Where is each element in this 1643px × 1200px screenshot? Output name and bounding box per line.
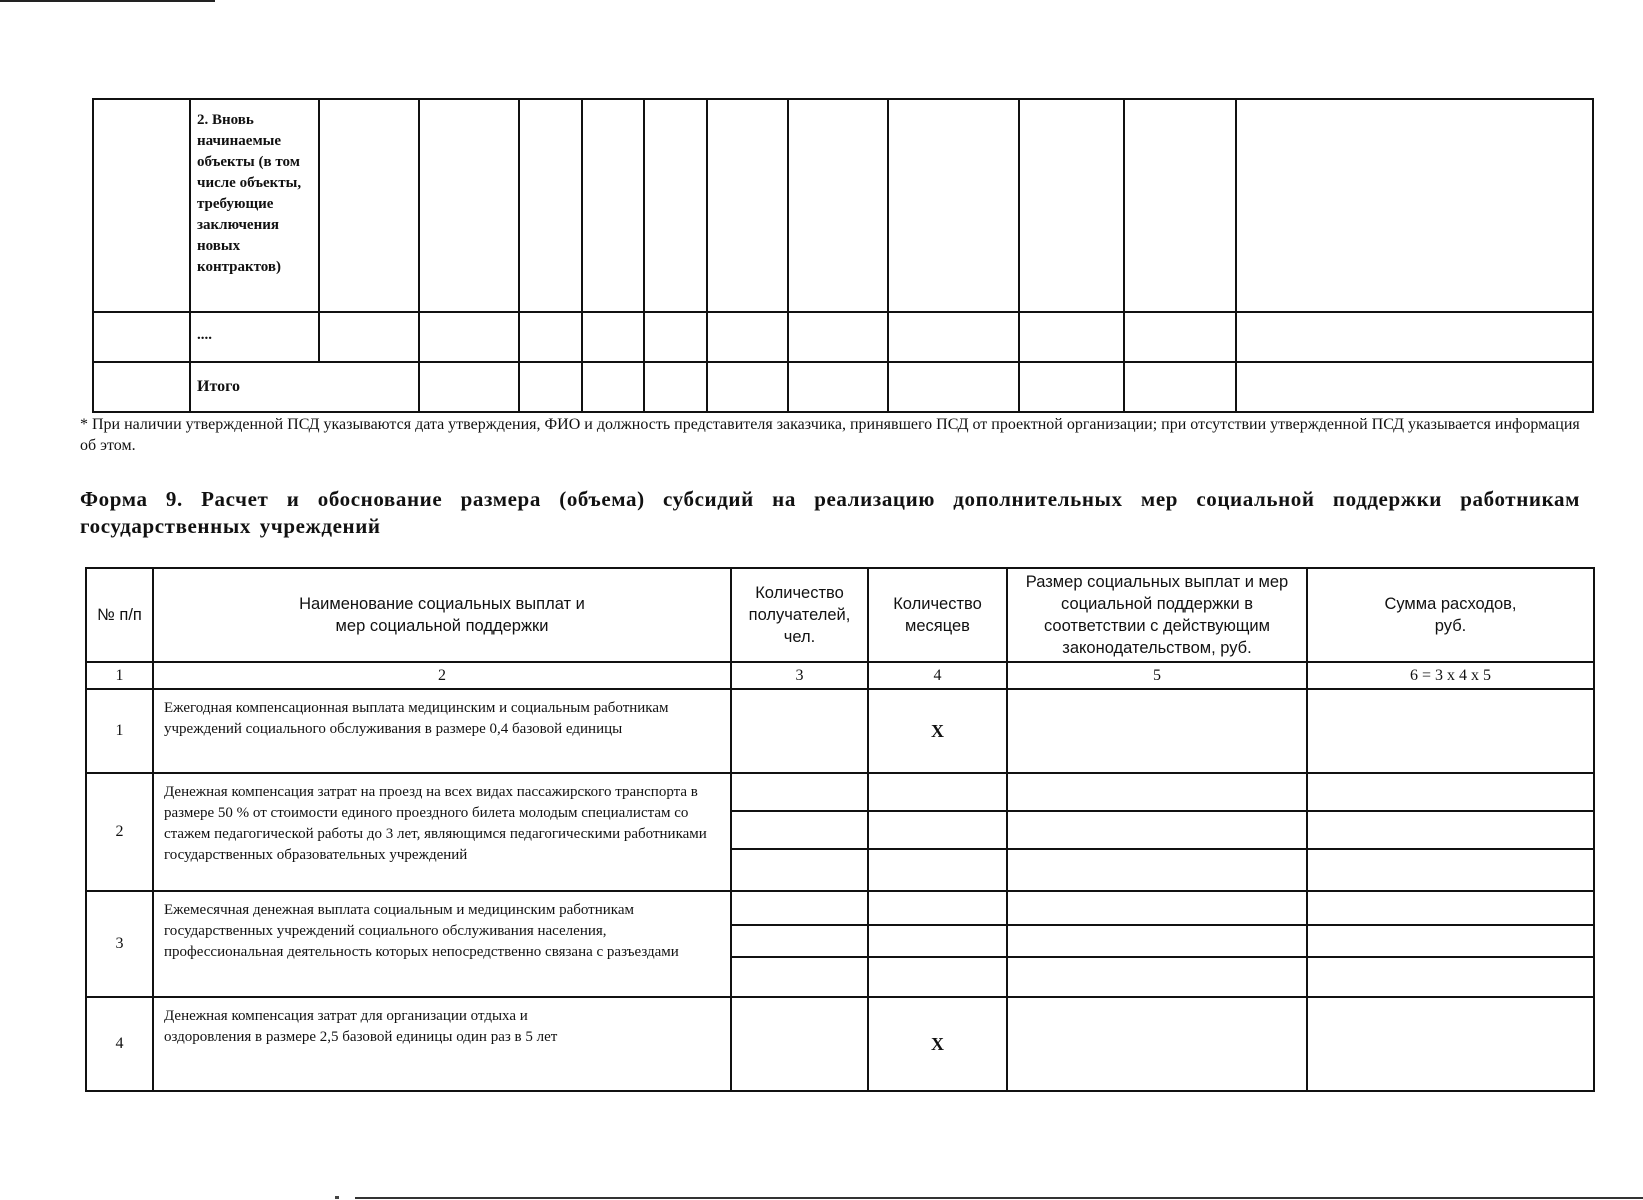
row-label-new-objects: 2. Вновь начинаемые объекты (в том числе объекты, требующие заключения новых контрактов) bbox=[190, 99, 319, 312]
row-number: 4 bbox=[86, 997, 153, 1091]
row-number: 2 bbox=[86, 773, 153, 891]
sum-cell bbox=[1307, 689, 1594, 773]
table-cell bbox=[93, 99, 190, 312]
sum-cell bbox=[1307, 849, 1594, 891]
form9-table bbox=[85, 567, 1595, 1092]
table-cell bbox=[888, 99, 1019, 312]
months-cell bbox=[868, 811, 1007, 849]
table-cell bbox=[1124, 99, 1236, 312]
table-row bbox=[86, 689, 1594, 773]
header-sum: Сумма расходов, руб. bbox=[1307, 568, 1594, 662]
table-row bbox=[93, 362, 1593, 412]
row-name: Денежная компенсация затрат на проезд на всех видах пассажирского транспорта в размере 50 % от стоимости единого проездного билета молодым специалистам со стажем педагогической работы до 3 лет, являющимся педагогическими работниками государственных образовательных учреждений bbox=[153, 773, 731, 891]
size-cell bbox=[1007, 997, 1307, 1091]
objects-table bbox=[92, 98, 1594, 413]
table-cell bbox=[582, 362, 644, 412]
table-cell bbox=[519, 99, 582, 312]
table-cell bbox=[707, 312, 788, 362]
table-cell bbox=[788, 312, 888, 362]
sum-cell bbox=[1307, 891, 1594, 925]
recipients-cell bbox=[731, 689, 868, 773]
table-cell bbox=[319, 99, 419, 312]
table-row bbox=[86, 773, 1594, 811]
size-cell bbox=[1007, 925, 1307, 957]
months-cell bbox=[868, 773, 1007, 811]
table-header-row bbox=[86, 568, 1594, 662]
sum-cell bbox=[1307, 811, 1594, 849]
size-cell bbox=[1007, 689, 1307, 773]
months-cell bbox=[868, 849, 1007, 891]
recipients-cell bbox=[731, 773, 868, 811]
column-number: 2 bbox=[153, 662, 731, 689]
column-number: 3 bbox=[731, 662, 868, 689]
table-cell bbox=[582, 312, 644, 362]
header-recipients: Количество получателей, чел. bbox=[731, 568, 868, 662]
table-cell bbox=[319, 312, 419, 362]
column-number: 6 = 3 x 4 x 5 bbox=[1307, 662, 1594, 689]
row-name: Ежегодная компенсационная выплата медицинским и социальным работникам учреждений социального обслуживания в размере 0,4 базовой единицы bbox=[153, 689, 731, 773]
table-cell bbox=[1124, 362, 1236, 412]
footnote: * При наличии утвержденной ПСД указываются дата утверждения, ФИО и должность представителя заказчика, принявшего ПСД от проектной организации; при отсутствии утвержденной ПСД указывается информация об этом. bbox=[80, 416, 1580, 454]
table-cell bbox=[644, 312, 707, 362]
months-cell bbox=[868, 891, 1007, 925]
months-cell bbox=[868, 925, 1007, 957]
table-row bbox=[93, 312, 1593, 362]
table-cell bbox=[419, 312, 519, 362]
row-name: Ежемесячная денежная выплата социальным и медицинским работникам государственных учреждений социального обслуживания населения, профессиональная деятельность которых непосредственно связана с разъездами bbox=[153, 891, 731, 997]
table-row bbox=[86, 891, 1594, 925]
table-cell bbox=[1236, 362, 1593, 412]
size-cell bbox=[1007, 849, 1307, 891]
size-cell bbox=[1007, 891, 1307, 925]
table-cell bbox=[707, 362, 788, 412]
row-label-ellipsis: .... bbox=[190, 312, 319, 362]
row-label-total: Итого bbox=[190, 362, 419, 412]
size-cell bbox=[1007, 773, 1307, 811]
table-cell bbox=[93, 362, 190, 412]
row-name: Денежная компенсация затрат для организации отдыха и оздоровления в размере 2,5 базовой единицы один раз в 5 лет bbox=[153, 997, 731, 1091]
months-cell: X bbox=[868, 689, 1007, 773]
months-cell bbox=[868, 957, 1007, 997]
column-number: 4 bbox=[868, 662, 1007, 689]
table-cell bbox=[1019, 312, 1124, 362]
scan-artifact bbox=[335, 1196, 339, 1199]
size-cell bbox=[1007, 957, 1307, 997]
header-num: № п/п bbox=[86, 568, 153, 662]
column-numbers-row bbox=[86, 662, 1594, 689]
table-cell bbox=[644, 362, 707, 412]
table-cell bbox=[1236, 99, 1593, 312]
header-name: Наименование социальных выплат и мер социальной поддержки bbox=[153, 568, 731, 662]
scan-edge-line-top bbox=[0, 0, 215, 2]
header-size: Размер социальных выплат и мер социальной поддержки в соответствии с действующим законодательством, руб. bbox=[1007, 568, 1307, 662]
sum-cell bbox=[1307, 925, 1594, 957]
table-cell bbox=[1019, 362, 1124, 412]
table-cell bbox=[788, 99, 888, 312]
form9-title: Форма 9. Расчет и обоснование размера (объема) субсидий на реализацию дополнительных мер социальной поддержки работникам государственных учреждений bbox=[80, 487, 1580, 538]
sum-cell bbox=[1307, 957, 1594, 997]
table-row bbox=[93, 99, 1593, 312]
months-cell: X bbox=[868, 997, 1007, 1091]
row-number: 1 bbox=[86, 689, 153, 773]
table-cell bbox=[1236, 312, 1593, 362]
table-cell bbox=[519, 312, 582, 362]
column-number: 1 bbox=[86, 662, 153, 689]
table-cell bbox=[788, 362, 888, 412]
sum-cell bbox=[1307, 773, 1594, 811]
table-cell bbox=[93, 312, 190, 362]
table-cell bbox=[1124, 312, 1236, 362]
table-cell bbox=[888, 312, 1019, 362]
column-number: 5 bbox=[1007, 662, 1307, 689]
header-months: Количество месяцев bbox=[868, 568, 1007, 662]
table-cell bbox=[644, 99, 707, 312]
scan-edge-line-bottom bbox=[355, 1197, 1643, 1199]
recipients-cell bbox=[731, 891, 868, 925]
table-cell bbox=[582, 99, 644, 312]
recipients-cell bbox=[731, 997, 868, 1091]
recipients-cell bbox=[731, 849, 868, 891]
recipients-cell bbox=[731, 811, 868, 849]
table-cell bbox=[888, 362, 1019, 412]
table-row bbox=[86, 997, 1594, 1091]
table-cell bbox=[707, 99, 788, 312]
recipients-cell bbox=[731, 957, 868, 997]
table-cell bbox=[519, 362, 582, 412]
table-cell bbox=[419, 362, 519, 412]
sum-cell bbox=[1307, 997, 1594, 1091]
size-cell bbox=[1007, 811, 1307, 849]
row-number: 3 bbox=[86, 891, 153, 997]
recipients-cell bbox=[731, 925, 868, 957]
table-cell bbox=[1019, 99, 1124, 312]
table-cell bbox=[419, 99, 519, 312]
